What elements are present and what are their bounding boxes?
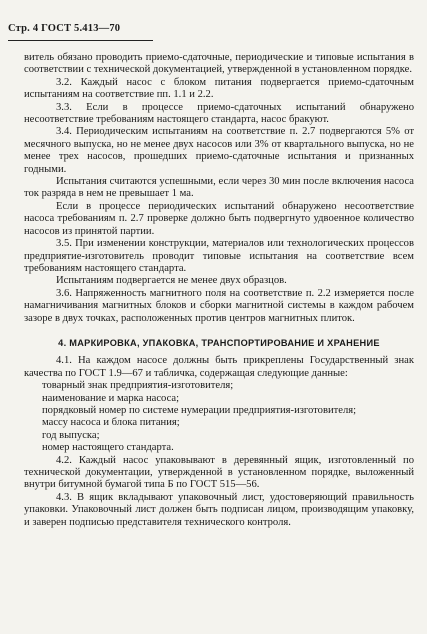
- paragraph-3-2: 3.2. Каждый насос с блоком питания подвергается приемо-сдаточным испытаниям на соответствие пп. 1.1 и 2.2.: [24, 76, 414, 101]
- list-item: товарный знак предприятия-изготовителя;: [42, 380, 234, 392]
- list-item: год выпуска;: [42, 429, 100, 441]
- paragraph-continuation: витель обязано проводить приемо-сдаточные, периодические и типовые испытания в соответствии с технической документацией, утвержденной в установленном порядке.: [24, 52, 414, 76]
- paragraph-samples: Испытаниям подвергается не менее двух образцов.: [56, 275, 287, 287]
- paragraph-4-2: 4.2. Каждый насос упаковывают в деревянный ящик, изготовленный по технической документации, утвержденной в установленном порядке, выложенный внутри битумной бумагой типа Б по ГОСТ 515—56.: [24, 454, 414, 491]
- paragraph-3-5: 3.5. При изменении конструкции, материалов или технологических процессов предприятие-изготовитель проводит типовые испытания на соответствие всем требованиям настоящего стандарта.: [24, 238, 414, 274]
- section-title: 4. МАРКИРОВКА, УПАКОВКА, ТРАНСПОРТИРОВАНИЕ И ХРАНЕНИЕ: [58, 337, 380, 348]
- paragraph-3-3: 3.3. Если в процессе приемо-сдаточных испытаний обнаружено несоответствие требованиям настоящего стандарта, насос бракуют.: [24, 101, 414, 126]
- list-item: наименование и марка насоса;: [42, 392, 180, 404]
- header-rule: [8, 40, 153, 41]
- list-item: номер настоящего стандарта.: [42, 442, 174, 454]
- paragraph-3-6: 3.6. Напряженность магнитного поля на соответствие п. 2.2 измеряется после намагничивания магнитных блоков и сборки магнитной системы в каждом рабочем зазоре в двух точках, расположенных против центров магнитных плиток.: [24, 287, 414, 324]
- paragraph-3-4: 3.4. Периодическим испытаниям на соответствие п. 2.7 подвергаются 5% от месячного выпуска, но не менее двух насосов или 3% от квартального выпуска, но не менее трех насосов, прошедших приемо-сдаточные испытания и признанных годными.: [24, 126, 414, 175]
- paragraph-4-1: 4.1. На каждом насосе должны быть прикреплены Государственный знак качества по ГОСТ 1.9—67 и табличка, содержащая следующие данные:: [24, 355, 414, 379]
- paragraph-4-3: 4.3. В ящик вкладывают упаковочный лист, удостоверяющий правильность упаковки. Упаковочный лист должен быть подписан лицом, производящим упаковку, и заверен подписью представителя технического контроля.: [24, 491, 414, 528]
- document-body: [24, 52, 414, 529]
- paragraph-tests-success: Испытания считаются успешными, если через 30 мин после включения насоса ток разряда в нем не превышает 1 ма.: [24, 176, 414, 200]
- plate-data-list: [24, 380, 414, 454]
- list-item: массу насоса и блока питания;: [42, 417, 180, 429]
- list-item: порядковый номер по системе нумерации предприятия-изготовителя;: [42, 404, 357, 416]
- page-header: Стр. 4 ГОСТ 5.413—70: [8, 23, 121, 34]
- paragraph-periodic-fail: Если в процессе периодических испытаний обнаружено несоответствие насоса требованиям п. 2.7 проверке должно быть подвергнуто удвоенное количество насосов из принятой партии.: [24, 200, 414, 237]
